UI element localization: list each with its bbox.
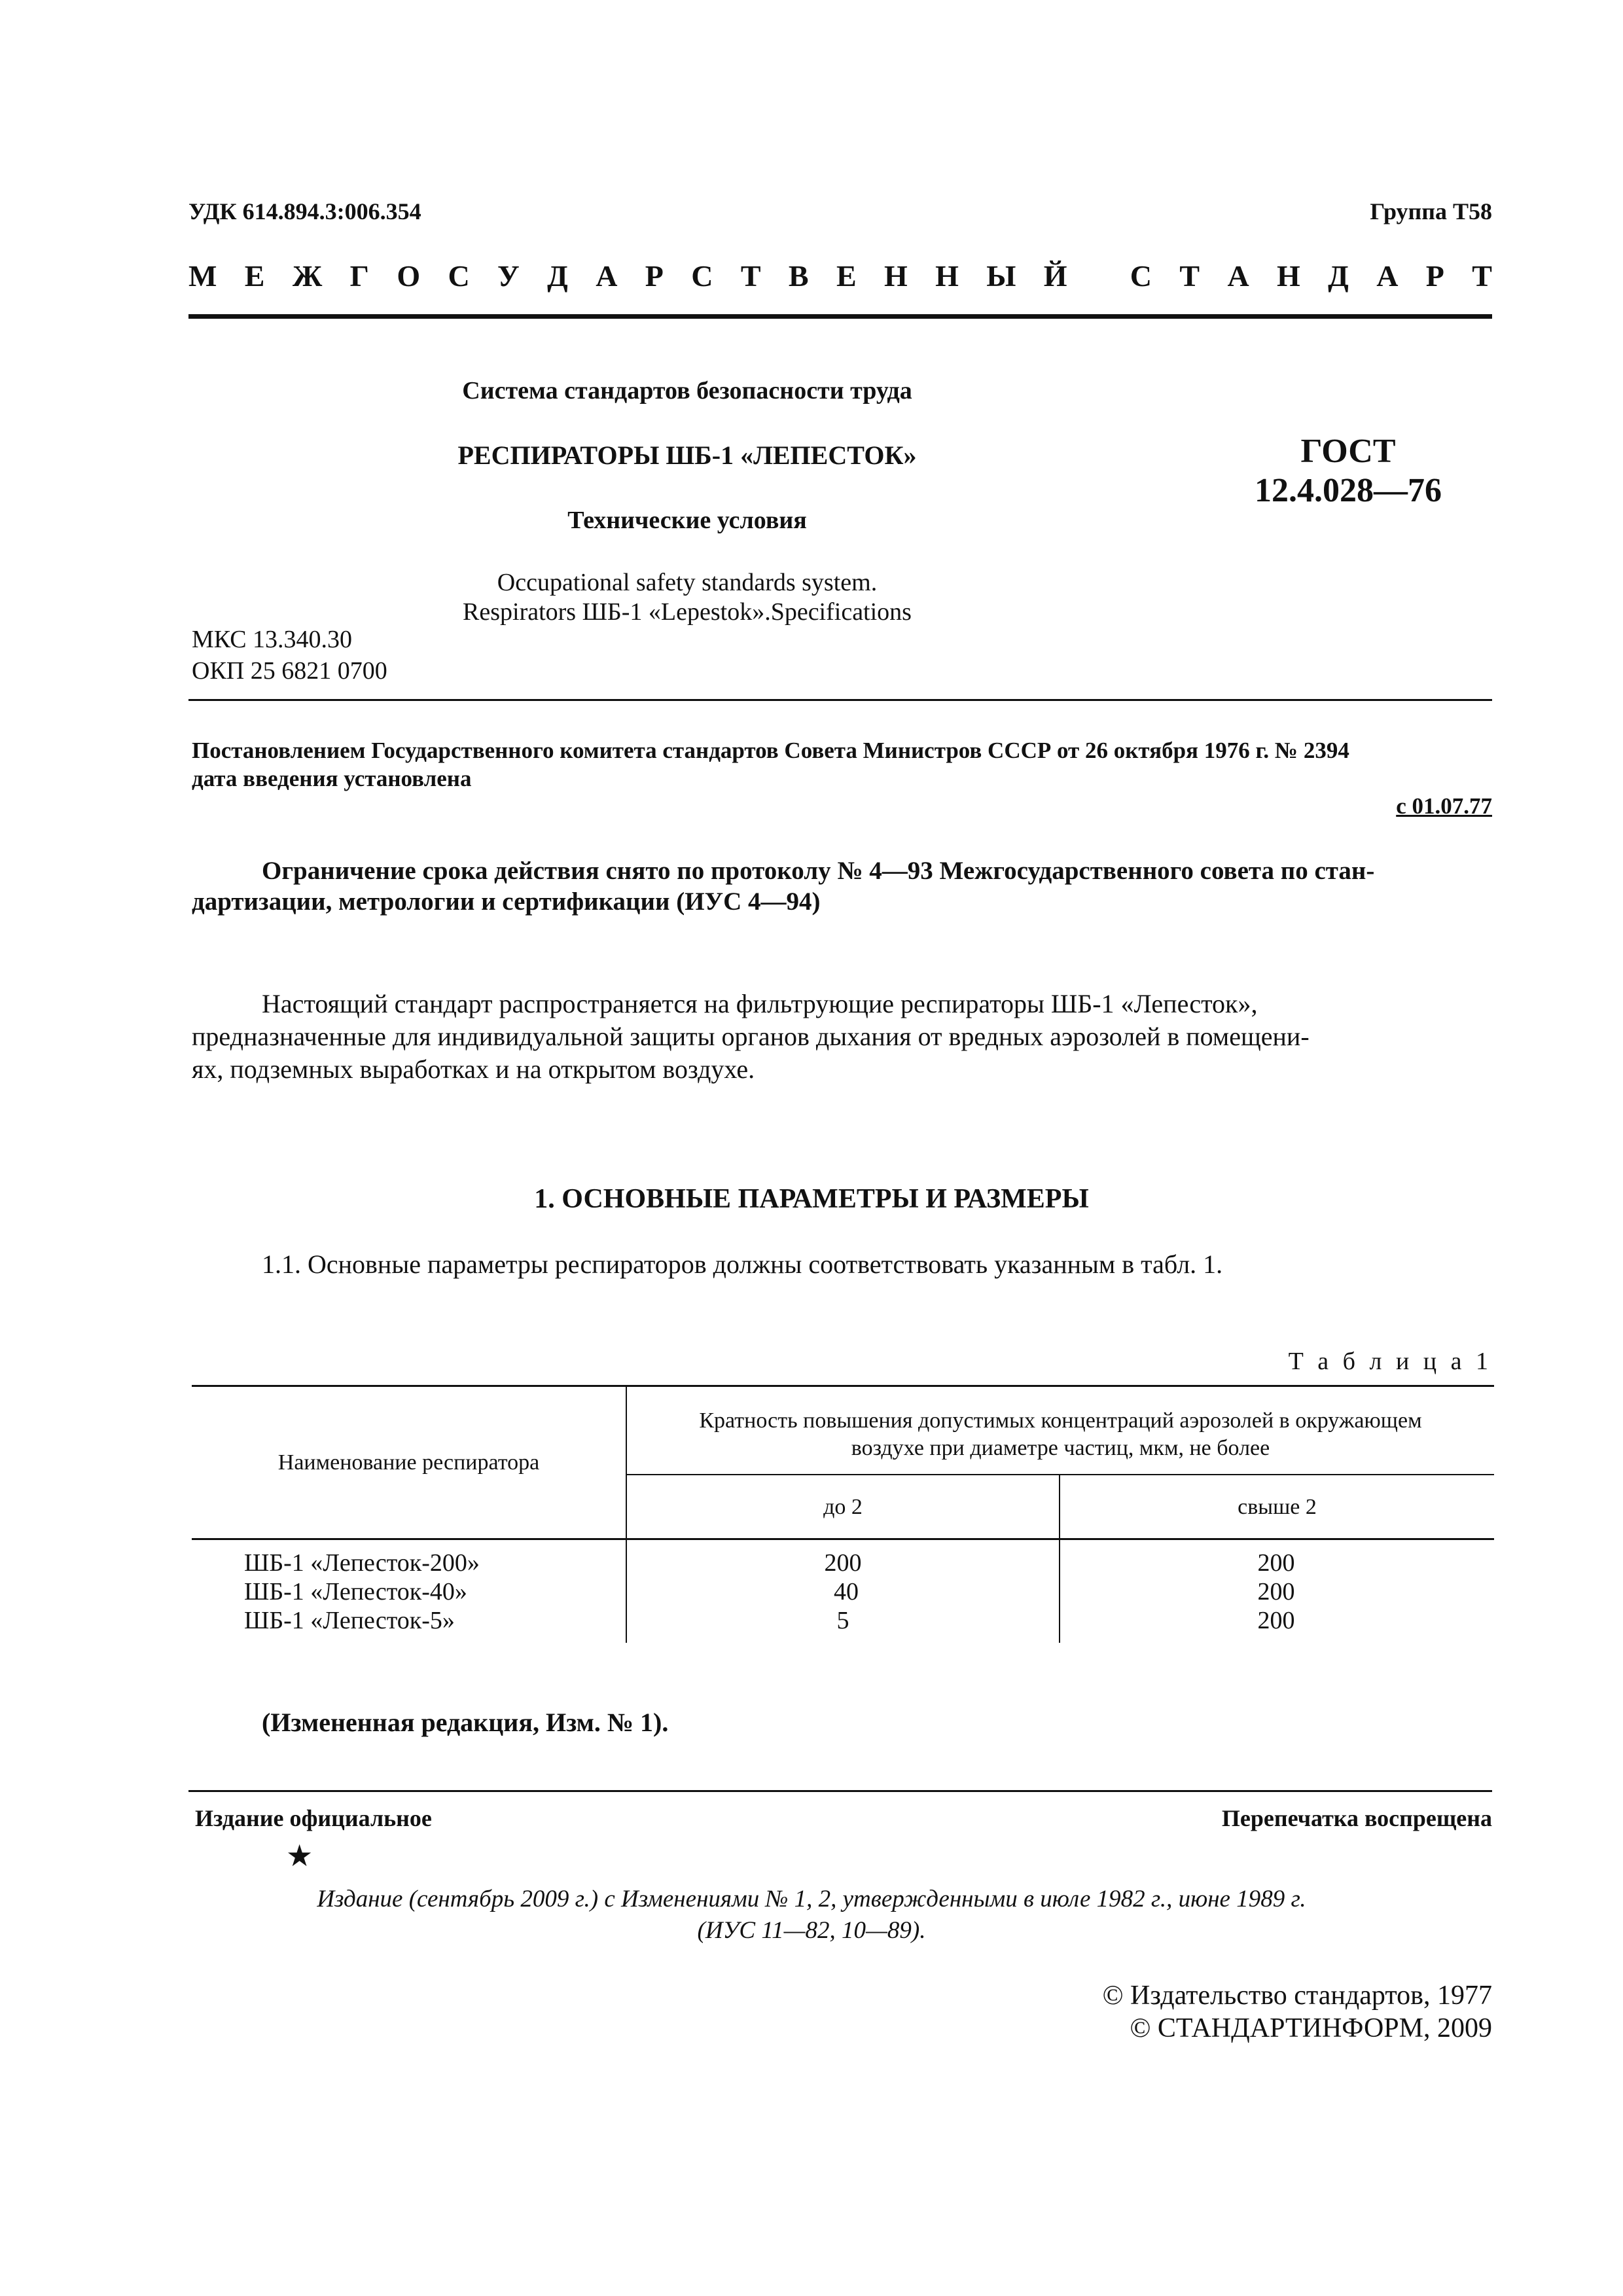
standard-type-letter: Т (1472, 259, 1492, 293)
row-value-up-to-2: 5 (836, 1607, 849, 1634)
mks-code: МКС 13.340.30 (192, 626, 353, 653)
table-subheader-rule (626, 1474, 1494, 1475)
standard-type-letter: Е (836, 259, 857, 293)
parameters-table (192, 1385, 1494, 1643)
standard-type-letter: С (448, 259, 470, 293)
row-value-up-to-2: 40 (834, 1578, 859, 1605)
header-up-to-2: до 2 (823, 1495, 863, 1519)
document-title: РЕСПИРАТОРЫ ШБ-1 «ЛЕПЕСТОК» (457, 440, 917, 470)
header-concentration-line2: воздухе при диаметре частиц, мкм, не более (851, 1436, 1270, 1460)
standard-type-letter: Р (645, 259, 664, 293)
limitation-line2: дартизации, метрологии и сертификации (ИУС 4—94) (192, 888, 821, 916)
copyright-1977: © Издательство стандартов, 1977 (1102, 1981, 1492, 2011)
row-name: ШБ-1 «Лепесток-200» (244, 1549, 480, 1577)
row-value-over-2: 200 (1257, 1578, 1295, 1605)
title-rule (188, 699, 1492, 701)
standard-type-letter: Р (1425, 259, 1444, 293)
standard-type-letter: А (1227, 259, 1249, 293)
english-title-line1: Occupational safety standards system. (497, 569, 878, 596)
standard-type-letter: С (1130, 259, 1152, 293)
okp-code: ОКП 25 6821 0700 (192, 657, 387, 685)
standard-type-letter (1095, 259, 1103, 293)
section-heading: 1. ОСНОВНЫЕ ПАРАМЕТРЫ И РАЗМЕРЫ (534, 1184, 1089, 1214)
standard-type-letter: М (188, 259, 217, 293)
standard-type-letter: Д (1328, 259, 1349, 293)
row-name: ШБ-1 «Лепесток-40» (244, 1578, 467, 1605)
row-value-up-to-2: 200 (824, 1549, 862, 1577)
introduction-date: с 01.07.77 (1396, 793, 1492, 819)
decree-line1: Постановлением Государственного комитета стандартов Совета Министров СССР от 26 октября 1976 г. № 2394 (192, 738, 1349, 763)
limitation-line1: Ограничение срока действия снято по протоколу № 4—93 Межгосударственного совета по стан- (262, 857, 1375, 885)
standard-type-letter: Г (349, 259, 369, 293)
decree-line2: дата введения установлена (192, 766, 472, 791)
row-name: ШБ-1 «Лепесток-5» (244, 1607, 455, 1634)
standard-type-heading (188, 259, 1492, 293)
standard-type-letter: О (397, 259, 421, 293)
standard-type-letter: Н (1277, 259, 1300, 293)
standard-type-letter: Й (1043, 259, 1067, 293)
english-title-line2: Respirators ШБ-1 «Lepestok».Specifications (463, 598, 912, 626)
standard-type-letter: Ы (986, 259, 1016, 293)
header-over-2: свыше 2 (1238, 1495, 1317, 1519)
section-paragraph: 1.1. Основные параметры респираторов должны соответствовать указанным в табл. 1. (262, 1249, 1223, 1279)
edition-info-line1: Издание (сентябрь 2009 г.) с Изменениями № 1, 2, утвержденными в июле 1982 г., июне 1989 г. (317, 1886, 1306, 1912)
standard-type-letter: Н (935, 259, 959, 293)
intro-line3: ях, подземных выработках и на открытом воздухе. (192, 1054, 755, 1084)
standard-type-letter: Ж (292, 259, 323, 293)
standard-type-letter: А (1376, 259, 1399, 293)
edition-official: Издание официальное (195, 1805, 432, 1831)
edition-info-line2: (ИУС 11—82, 10—89). (697, 1917, 926, 1944)
amendment-note: (Измененная редакция, Изм. № 1). (262, 1708, 669, 1737)
table-header-rule (192, 1538, 1494, 1540)
reprint-prohibited: Перепечатка воспрещена (1221, 1805, 1492, 1831)
standard-type-letter: Н (883, 259, 908, 293)
row-value-over-2: 200 (1257, 1607, 1295, 1634)
standard-type-letter: А (596, 259, 618, 293)
copyright-2009: © СТАНДАРТИНФОРМ, 2009 (1130, 2013, 1492, 2043)
group-code: Группа Т58 (1370, 198, 1492, 224)
star-icon: ★ (286, 1839, 313, 1873)
standard-type-letter: У (497, 259, 520, 293)
table-top-rule (192, 1385, 1494, 1387)
footer-rule (188, 1790, 1492, 1792)
header-rule (188, 314, 1492, 319)
standard-type-letter: Т (1179, 259, 1200, 293)
document-subtitle: Технические условия (567, 507, 807, 534)
standard-type-letter: Т (740, 259, 761, 293)
gost-label: ГОСТ (1300, 433, 1396, 470)
header-concentration-line1: Кратность повышения допустимых концентраций аэрозолей в окружающем (699, 1408, 1422, 1433)
table-caption: Т а б л и ц а 1 (1288, 1348, 1492, 1375)
gost-number: 12.4.028—76 (1255, 472, 1442, 509)
standard-type-letter: В (788, 259, 809, 293)
header-respirator-name: Наименование респиратора (277, 1450, 540, 1475)
intro-line1: Настоящий стандарт распространяется на фильтрующие респираторы ШБ-1 «Лепесток», (262, 989, 1258, 1018)
system-title: Система стандартов безопасности труда (462, 377, 912, 404)
standard-type-letter: Д (547, 259, 568, 293)
udk-code: УДК 614.894.3:006.354 (188, 198, 421, 224)
standard-type-letter: Е (244, 259, 265, 293)
standard-type-letter: С (691, 259, 713, 293)
intro-line2: предназначенные для индивидуальной защиты органов дыхания от вредных аэрозолей в помещени- (192, 1022, 1310, 1051)
row-value-over-2: 200 (1257, 1549, 1295, 1577)
